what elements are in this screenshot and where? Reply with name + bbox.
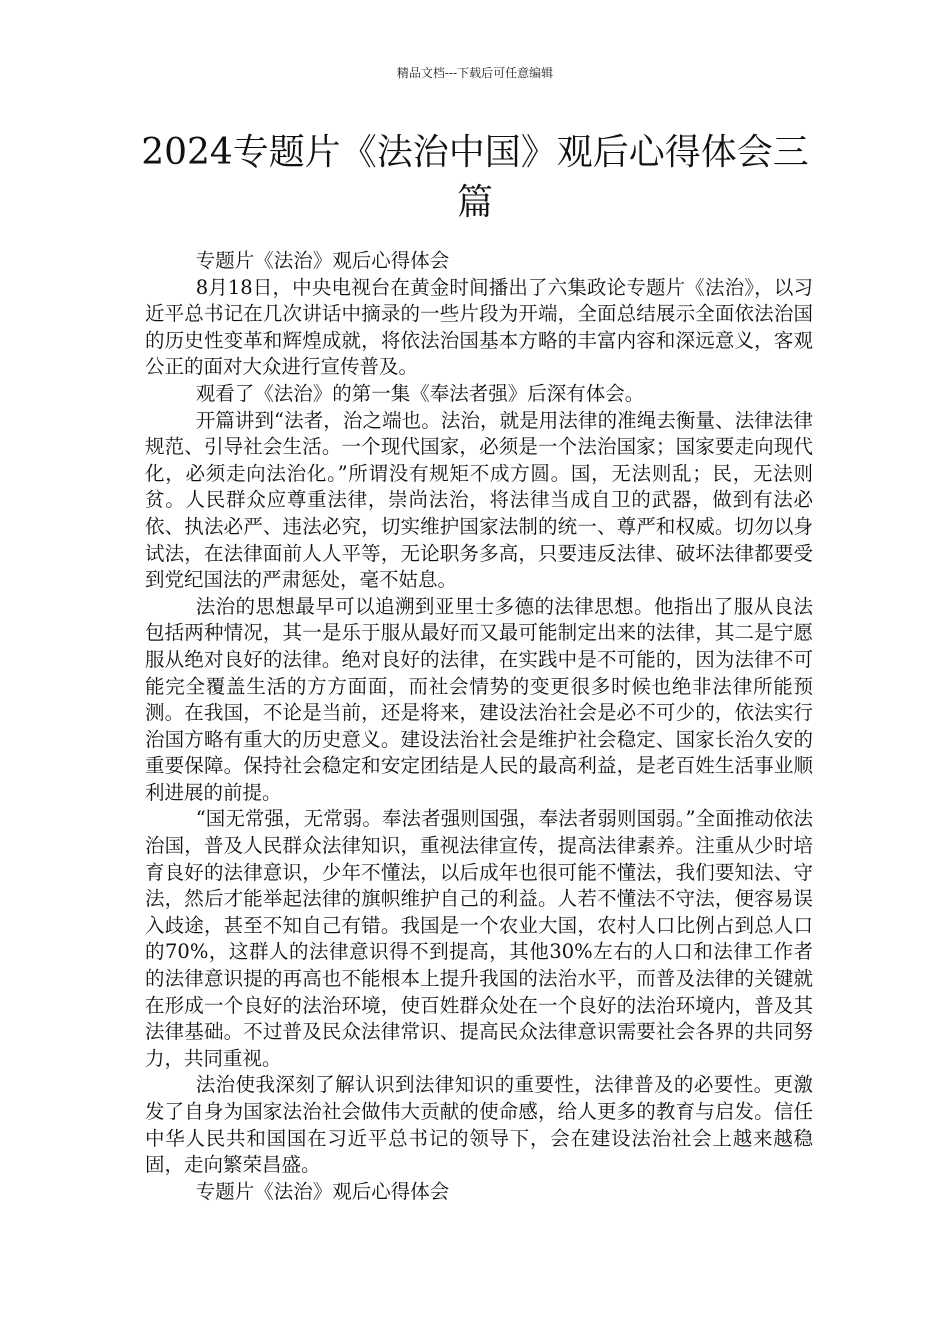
paragraph: 观看了《法治》的第一集《奉法者强》后深有体会。 bbox=[195, 381, 645, 405]
section-subtitle: 专题片《法治》观后心得体会 bbox=[195, 249, 450, 272]
header-note: 精品文档---下载后可任意编辑 bbox=[396, 66, 554, 80]
section-subtitle: 专题片《法治》观后心得体会 bbox=[195, 1179, 450, 1203]
paragraph: 8月18日，中央电视台在黄金时间播出了六集政论专题片《法治》，以习近平总书记在几次讲话中摘录的一些片段为开端，全面总结展示全面依法治国的历史性变革和辉煌成就，将依法治国基本方略的丰富内容和深远意义，客观公正的面对大众进行宣传普及。 bbox=[145, 275, 813, 379]
paragraph: 法治使我深刻了解认识到法律知识的重要性，法律普及的必要性。更激发了自身为国家法治社会做伟大贡献的使命感，给人更多的教育与启发。信任中华人民共和国国在习近平总书记的领导下，会在建设法治社会上越来越稳固，走向繁荣昌盛。 bbox=[145, 1073, 813, 1177]
document-body bbox=[145, 248, 813, 1205]
paragraph: 法治的思想最早可以追溯到亚里士多德的法律思想。他指出了服从良法包括两种情况，其一是乐于服从最好而又最可能制定出来的法律，其二是宁愿服从绝对良好的法律。绝对良好的法律，在实践中是不可能的，因为法律不可能完全覆盖生活的方方面面，而社会情势的变更很多时候也绝非法律所能预测。在我国，不论是当前，还是将来，建设法治社会是必不可少的，依法实行治国方略有重大的历史意义。建设法治社会是维护社会稳定、国家长治久安的重要保障。保持社会稳定和安定团结是人民的最高利益，是老百姓生活事业顺利进展的前提。 bbox=[145, 594, 813, 804]
paragraph: “国无常强，无常弱。奉法者强则国强，奉法者弱则国弱。”全面推动依法治国，普及人民群众法律知识，重视法律宣传，提高法律素养。注重从少时培育良好的法律意识，少年不懂法，以后成年也很可能不懂法，我们要知法、守法，然后才能举起法律的旗帜维护自己的利益。人若不懂法不守法，便容易误入歧途，甚至不知自己有错。我国是一个农业大国，农村人口比例占到总人口的70%，这群人的法律意识得不到提高，其他30%左右的人口和法律工作者的法律意识提的再高也不能根本上提升我国的法治水平，而普及法律的关键就在形成一个良好的法治环境，使百姓群众处在一个良好的法治环境内，普及其法律基础。不过普及民众法律常识、提高民众法律意识需要社会各界的共同努力，共同重视。 bbox=[145, 807, 813, 1070]
paragraph: 开篇讲到“法者，治之端也。法治，就是用法律的准绳去衡量、法律法律规范、引导社会生活。一个现代国家，必须是一个法治国家；国家要走向现代化，必须走向法治化。”所谓没有规矩不成方圆。国，无法则乱；民，无法则贫。人民群众应尊重法律，崇尚法治，将法律当成自卫的武器，做到有法必依、执法必严、违法必究，切实维护国家法制的统一、尊严和权威。切勿以身试法，在法律面前人人平等，无论职务多高，只要违反法律、破坏法律都要受到党纪国法的严肃惩处，毫不姑息。 bbox=[145, 408, 813, 592]
document-title: 2024专题片《法治中国》观后心得体会三篇 bbox=[141, 132, 809, 223]
